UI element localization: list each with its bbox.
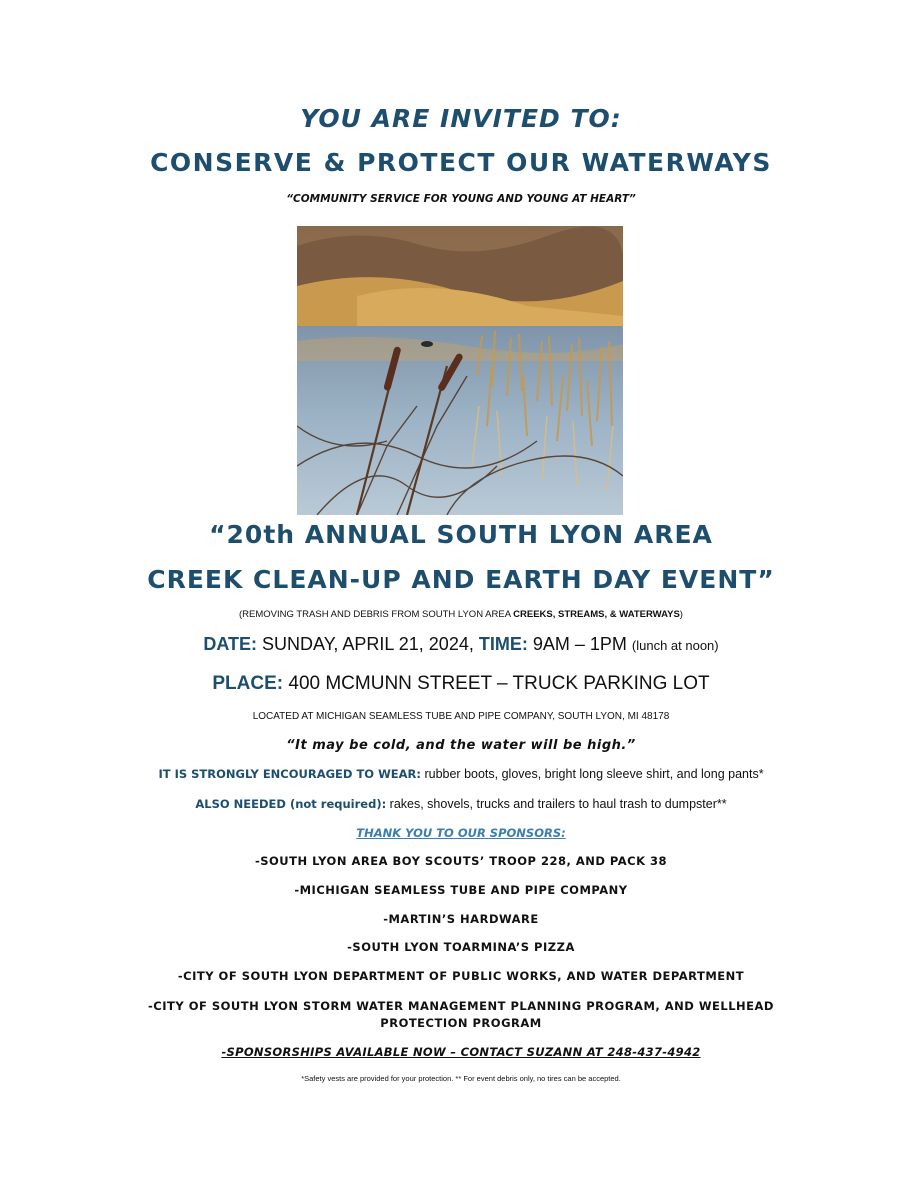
creek-photo: [297, 226, 623, 515]
location-detail: LOCATED AT MICHIGAN SEAMLESS TUBE AND PIPE COMPANY, SOUTH LYON, MI 48178: [252, 711, 670, 722]
sponsor-item: -CITY OF SOUTH LYON STORM WATER MANAGEMENT PLANNING PROGRAM, AND WELLHEAD PROTECTION PROGRAM: [148, 999, 774, 1030]
sponsor-item: -SOUTH LYON AREA BOY SCOUTS’ TROOP 228, AND PACK 38: [254, 854, 668, 868]
time-note: (lunch at noon): [631, 638, 719, 653]
sponsors-heading: THANK YOU TO OUR SPONSORS:: [356, 826, 566, 840]
place-label: PLACE:: [212, 673, 284, 694]
place-line: [0, 673, 922, 695]
sponsor-item: -CITY OF SOUTH LYON DEPARTMENT OF PUBLIC WORKS, AND WATER DEPARTMENT: [177, 969, 745, 983]
date-value: SUNDAY, APRIL 21, 2024,: [257, 634, 479, 654]
event-title-line1: “20th ANNUAL SOUTH LYON AREA: [209, 520, 713, 549]
time-label: TIME:: [478, 634, 528, 654]
sponsor-item: -SOUTH LYON TOARMINA’S PIZZA: [347, 940, 575, 954]
event-description: [0, 609, 922, 620]
date-time-line: [0, 634, 922, 655]
wear-text: rubber boots, gloves, bright long sleeve shirt, and long pants*: [420, 767, 764, 781]
description-bold: CREEKS, STREAMS, & WATERWAYS: [513, 609, 680, 620]
needed-line: [0, 797, 922, 811]
wear-line: [0, 767, 922, 781]
event-title-line2: CREEK CLEAN-UP AND EARTH DAY EVENT”: [147, 565, 775, 594]
description-prefix: (REMOVING TRASH AND DEBRIS FROM SOUTH LYON AREA: [239, 609, 514, 620]
place-value: 400 MCMUNN STREET – TRUCK PARKING LOT: [283, 673, 710, 694]
time-value: 9AM – 1PM: [527, 634, 632, 654]
tagline: “COMMUNITY SERVICE FOR YOUNG AND YOUNG AT HEART”: [286, 193, 636, 205]
sponsor-item: -MARTIN’S HARDWARE: [383, 912, 539, 926]
weather-quote: “It may be cold, and the water will be high.”: [286, 738, 636, 753]
invite-heading: YOU ARE INVITED TO:: [300, 104, 622, 133]
wear-label: IT IS STRONGLY ENCOURAGED TO WEAR:: [158, 767, 421, 781]
description-suffix: ): [679, 609, 683, 620]
sponsor-item: -MICHIGAN SEAMLESS TUBE AND PIPE COMPANY: [294, 883, 628, 897]
main-title: CONSERVE & PROTECT OUR WATERWAYS: [150, 148, 772, 177]
date-label: DATE:: [203, 634, 258, 654]
sponsorship-contact: -SPONSORSHIPS AVAILABLE NOW – CONTACT SUZANN AT 248-437-4942: [221, 1045, 701, 1059]
footnote: *Safety vests are provided for your protection. ** For event debris only, no tires can be accepted.: [301, 1074, 621, 1083]
needed-text: rakes, shovels, trucks and trailers to haul trash to dumpster**: [386, 797, 727, 811]
needed-label: ALSO NEEDED (not required):: [195, 797, 387, 811]
